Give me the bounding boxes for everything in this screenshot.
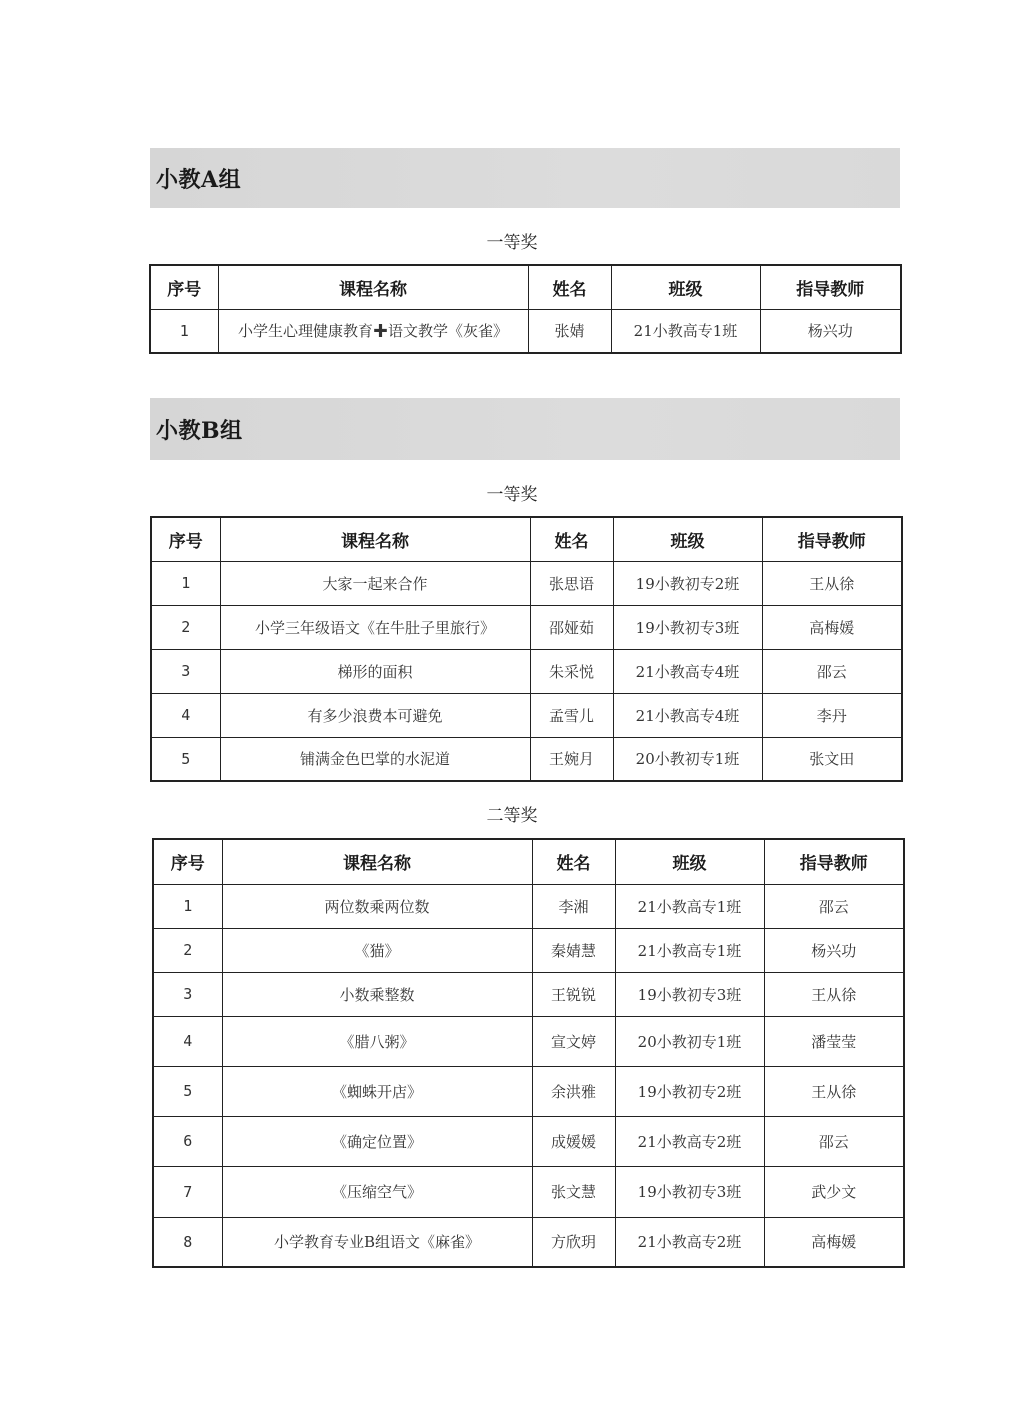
- header-teacher: 指导教师: [760, 265, 901, 309]
- table-row: [153, 1116, 904, 1166]
- cell-no: 5: [151, 737, 220, 781]
- table-row: [151, 693, 902, 737]
- cell-teacher: 潘莹莹: [764, 1016, 904, 1066]
- cell-class: 21小教高专2班: [615, 1217, 764, 1267]
- header-no: 序号: [151, 517, 220, 561]
- cell-no: 5: [153, 1066, 222, 1116]
- cell-name: 余洪雅: [532, 1066, 615, 1116]
- cell-no: 4: [153, 1016, 222, 1066]
- table-row: [153, 1166, 904, 1217]
- award-table-a-first: [149, 264, 902, 354]
- cell-course: 大家一起来合作: [220, 561, 530, 605]
- cell-name: 孟雪儿: [530, 693, 613, 737]
- cell-course: 小学三年级语文《在牛肚子里旅行》: [220, 605, 530, 649]
- cell-course: 铺满金色巴掌的水泥道: [220, 737, 530, 781]
- cell-course: 《蜘蛛开店》: [222, 1066, 532, 1116]
- section-title: 小教B组: [156, 417, 243, 444]
- cell-teacher: 邵云: [764, 884, 904, 928]
- cell-no: 4: [151, 693, 220, 737]
- section-title: 小教A组: [156, 166, 242, 193]
- header-course: 课程名称: [220, 517, 530, 561]
- table-header-row: [153, 839, 904, 884]
- cell-course: 梯形的面积: [220, 649, 530, 693]
- award-table-b-first: [150, 516, 903, 782]
- cell-class: 19小教初专2班: [613, 561, 762, 605]
- header-teacher: 指导教师: [762, 517, 902, 561]
- cell-class: 20小教初专1班: [613, 737, 762, 781]
- header-class: 班级: [615, 839, 764, 884]
- cell-class: 19小教初专3班: [613, 605, 762, 649]
- cell-no: 1: [151, 561, 220, 605]
- cell-name: 张思语: [530, 561, 613, 605]
- cell-name: 宣文婷: [532, 1016, 615, 1066]
- cell-class: 21小教高专1班: [615, 928, 764, 972]
- cell-course: 《猫》: [222, 928, 532, 972]
- table-row: [153, 928, 904, 972]
- cell-teacher: 武少文: [764, 1166, 904, 1217]
- cell-teacher: 张文田: [762, 737, 902, 781]
- cell-course: 有多少浪费本可避免: [220, 693, 530, 737]
- header-no: 序号: [153, 839, 222, 884]
- cell-name: 张文慧: [532, 1166, 615, 1217]
- cell-teacher: 王从徐: [762, 561, 902, 605]
- header-teacher: 指导教师: [764, 839, 904, 884]
- cell-class: 21小教高专1班: [611, 309, 760, 353]
- table-row: [153, 1066, 904, 1116]
- cell-teacher: 王从徐: [764, 972, 904, 1016]
- cell-no: 1: [153, 884, 222, 928]
- cell-teacher: 杨兴功: [760, 309, 901, 353]
- table-row: [151, 605, 902, 649]
- table-header-row: [151, 517, 902, 561]
- award-title: 二等奖: [486, 806, 538, 826]
- cell-name: 方欣玥: [532, 1217, 615, 1267]
- header-no: 序号: [150, 265, 218, 309]
- table-row: [151, 737, 902, 781]
- cell-class: 19小教初专2班: [615, 1066, 764, 1116]
- cell-name: 成媛媛: [532, 1116, 615, 1166]
- cell-teacher: 邵云: [762, 649, 902, 693]
- cell-class: 19小教初专3班: [615, 972, 764, 1016]
- header-name: 姓名: [530, 517, 613, 561]
- cell-teacher: 邵云: [764, 1116, 904, 1166]
- cell-name: 朱采悦: [530, 649, 613, 693]
- cell-name: 邵娅茹: [530, 605, 613, 649]
- header-class: 班级: [613, 517, 762, 561]
- header-course: 课程名称: [222, 839, 532, 884]
- table-row: [153, 972, 904, 1016]
- cell-no: 7: [153, 1166, 222, 1217]
- award-title: 一等奖: [486, 233, 538, 253]
- header-course: 课程名称: [218, 265, 528, 309]
- table-header-row: [150, 265, 901, 309]
- table-row: [153, 884, 904, 928]
- cell-teacher: 王从徐: [764, 1066, 904, 1116]
- cell-teacher: 高梅媛: [762, 605, 902, 649]
- cell-name: 王锐锐: [532, 972, 615, 1016]
- cell-teacher: 高梅媛: [764, 1217, 904, 1267]
- cell-no: 2: [151, 605, 220, 649]
- cell-course: 《确定位置》: [222, 1116, 532, 1166]
- header-class: 班级: [611, 265, 760, 309]
- cell-teacher: 杨兴功: [764, 928, 904, 972]
- cell-course: 小学生心理健康教育✚语文教学《灰雀》: [218, 309, 528, 353]
- section-header-a: [150, 148, 900, 208]
- cell-no: 1: [150, 309, 218, 353]
- cell-name: 王婉月: [530, 737, 613, 781]
- table-row: [153, 1016, 904, 1066]
- cell-class: 20小教初专1班: [615, 1016, 764, 1066]
- cell-course: 小数乘整数: [222, 972, 532, 1016]
- award-title: 一等奖: [486, 485, 538, 505]
- cell-course: 两位数乘两位数: [222, 884, 532, 928]
- table-row: [151, 561, 902, 605]
- cell-class: 21小教高专1班: [615, 884, 764, 928]
- cell-class: 21小教高专4班: [613, 693, 762, 737]
- cell-class: 21小教高专2班: [615, 1116, 764, 1166]
- cell-course: 小学教育专业B组语文《麻雀》: [222, 1217, 532, 1267]
- cell-name: 李湘: [532, 884, 615, 928]
- cell-no: 8: [153, 1217, 222, 1267]
- cell-no: 2: [153, 928, 222, 972]
- cell-class: 21小教高专4班: [613, 649, 762, 693]
- cell-name: 秦婧慧: [532, 928, 615, 972]
- award-table-b-second: [152, 838, 905, 1268]
- table-row: [150, 309, 901, 353]
- cell-teacher: 李丹: [762, 693, 902, 737]
- header-name: 姓名: [532, 839, 615, 884]
- cell-no: 3: [153, 972, 222, 1016]
- section-header-b: [150, 398, 900, 460]
- cell-course: 《腊八粥》: [222, 1016, 532, 1066]
- table-row: [153, 1217, 904, 1267]
- cell-name: 张婧: [528, 309, 611, 353]
- cell-class: 19小教初专3班: [615, 1166, 764, 1217]
- cell-course: 《压缩空气》: [222, 1166, 532, 1217]
- cell-no: 6: [153, 1116, 222, 1166]
- cell-no: 3: [151, 649, 220, 693]
- header-name: 姓名: [528, 265, 611, 309]
- table-row: [151, 649, 902, 693]
